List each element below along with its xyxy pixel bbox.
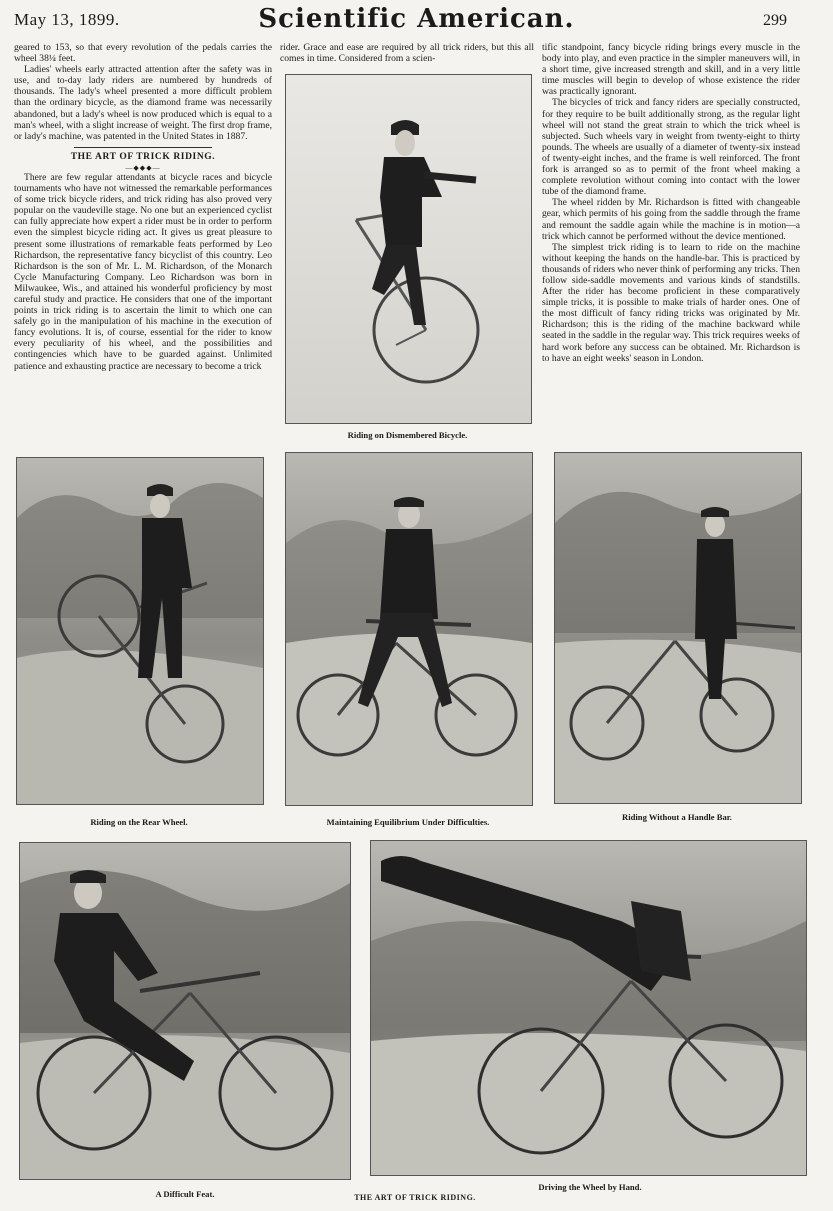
caption-driving-wheel: Driving the Wheel by Hand. — [538, 1182, 642, 1192]
photo-equilibrium — [285, 452, 533, 806]
paragraph: rider. Grace and ease are required by all trick riders, but this all comes in time. Considered from a scien- — [280, 42, 534, 65]
caption-difficult-feat: A Difficult Feat. — [155, 1189, 215, 1199]
section-heading: THE ART OF TRICK RIDING. — [70, 151, 216, 162]
paragraph: tific standpoint, fancy bicycle riding brings every muscle in the body into play, and even practice in the simpler maneuvers will, in a short time, give increased strength and skill, and in a very little time muscles will begin to develop of whose existence the rider was practically ignorant. — [542, 42, 800, 98]
caption-rear-wheel: Riding on the Rear Wheel. — [90, 817, 188, 827]
text-column-2 — [280, 42, 534, 68]
photo-driving-wheel — [370, 840, 807, 1176]
paragraph: There are few regular attendants at bicycle races and bicycle tournaments who have not witnessed the remarkable performances of some trick bicycle riders, and trick riding has also proved very popular on the vaudeville stage. No one but an experienced cyclist can fully appreciate how expert a rider must be in order to perform even the simplest bicycle riding act. It gives us great pleasure to present some illustrations of remarkable feats performed by Leo Richardson, the representative fancy bicyclist of this country. Leo Richardson is the son of Mr. L. M. Richardson, of the Monarch Cycle Manufacturing Company. Leo Richardson was born in Milwaukee, Wis., and attained his wonderful proficiency by most careful study and practice. He considers that one of the important points in trick riding is to ascertain the limit to which one can safely go in the manipulation of his machine in the execution of fancy evolutions. It is, of course, essential for the rider to know every peculiarity of his wheel, and the possibilities and contingencies which have to be guarded against. Unlimited patience and exhausting practice are necessary to become a trick — [14, 171, 272, 372]
paragraph: The simplest trick riding is to learn to ride on the machine without keeping the hands on the handle-bar. This is practiced by thousands of riders who never think of performing any tricks. Then follow side-saddle movements and various kinds of standstills. After the rider has become proficient in these comparatively simple tricks, it is possible to make trials of harder ones. One of the most difficult of fancy riding tricks was originated by Mr. Richardson; this is the riding of the machine backward while seated in the saddle in the regular way. This trick requires weeks of hard work before any success can be obtained. Mr. Richardson is to have an eight weeks' season in London. — [542, 241, 800, 364]
photo-dismembered-bicycle — [285, 74, 532, 424]
text-column-1 — [14, 42, 272, 444]
paragraph: Ladies' wheels early attracted attention after the safety was in use, and to-day lady riders are numbered by hundreds of thousands. The lady's wheel presented a more difficult problem than the ordinary bicycle, as the diamond frame was necessarily abandoned, but a lady's wheel is now produced which is equal to a man's wheel, with a slight increase of weight. The first drop frame, or lady's machine, was patented in the United States in 1887. — [14, 64, 272, 142]
ornament-divider: —◆◆◆— — [125, 163, 161, 172]
photo-difficult-feat — [19, 842, 351, 1180]
section-rule — [74, 147, 212, 148]
caption-dismembered-bicycle: Riding on Dismembered Bicycle. — [347, 430, 468, 440]
caption-equilibrium: Maintaining Equilibrium Under Difficulties. — [326, 817, 490, 827]
text-column-3 — [542, 42, 800, 442]
issue-date: May 13, 1899. — [14, 10, 120, 29]
photo-rear-wheel — [16, 457, 264, 805]
masthead-title: Scientific American. — [258, 4, 575, 34]
photo-no-handlebar — [554, 452, 802, 804]
caption-no-handlebar: Riding Without a Handle Bar. — [622, 812, 732, 822]
page-number: 299 — [763, 12, 787, 29]
paragraph: The wheel ridden by Mr. Richardson is fitted with changeable gear, which permits of his going from the saddle through the frame and remount the saddle again while the machine is in motion—a trick which cannot be performed without the device mentioned. — [542, 197, 800, 242]
paragraph: geared to 153, so that every revolution of the pedals carries the wheel 38¼ feet. — [14, 42, 272, 65]
paragraph: The bicycles of trick and fancy riders are specially constructed, for they require to be built additionally strong, as the regular light wheel will not stand the great strain to which the trick wheel is subjected. Such wheels vary in weight from twenty-eight to thirty pounds. The wheels are usually of a diameter of twenty-six instead of twenty-eight inches, and the frame is well reinforced. The front fork is arranged so as to permit of the front wheel making a complete revolution without coming into contact with the lower tube of the diamond frame. — [542, 97, 800, 198]
plate-title: THE ART OF TRICK RIDING. — [354, 1193, 476, 1202]
